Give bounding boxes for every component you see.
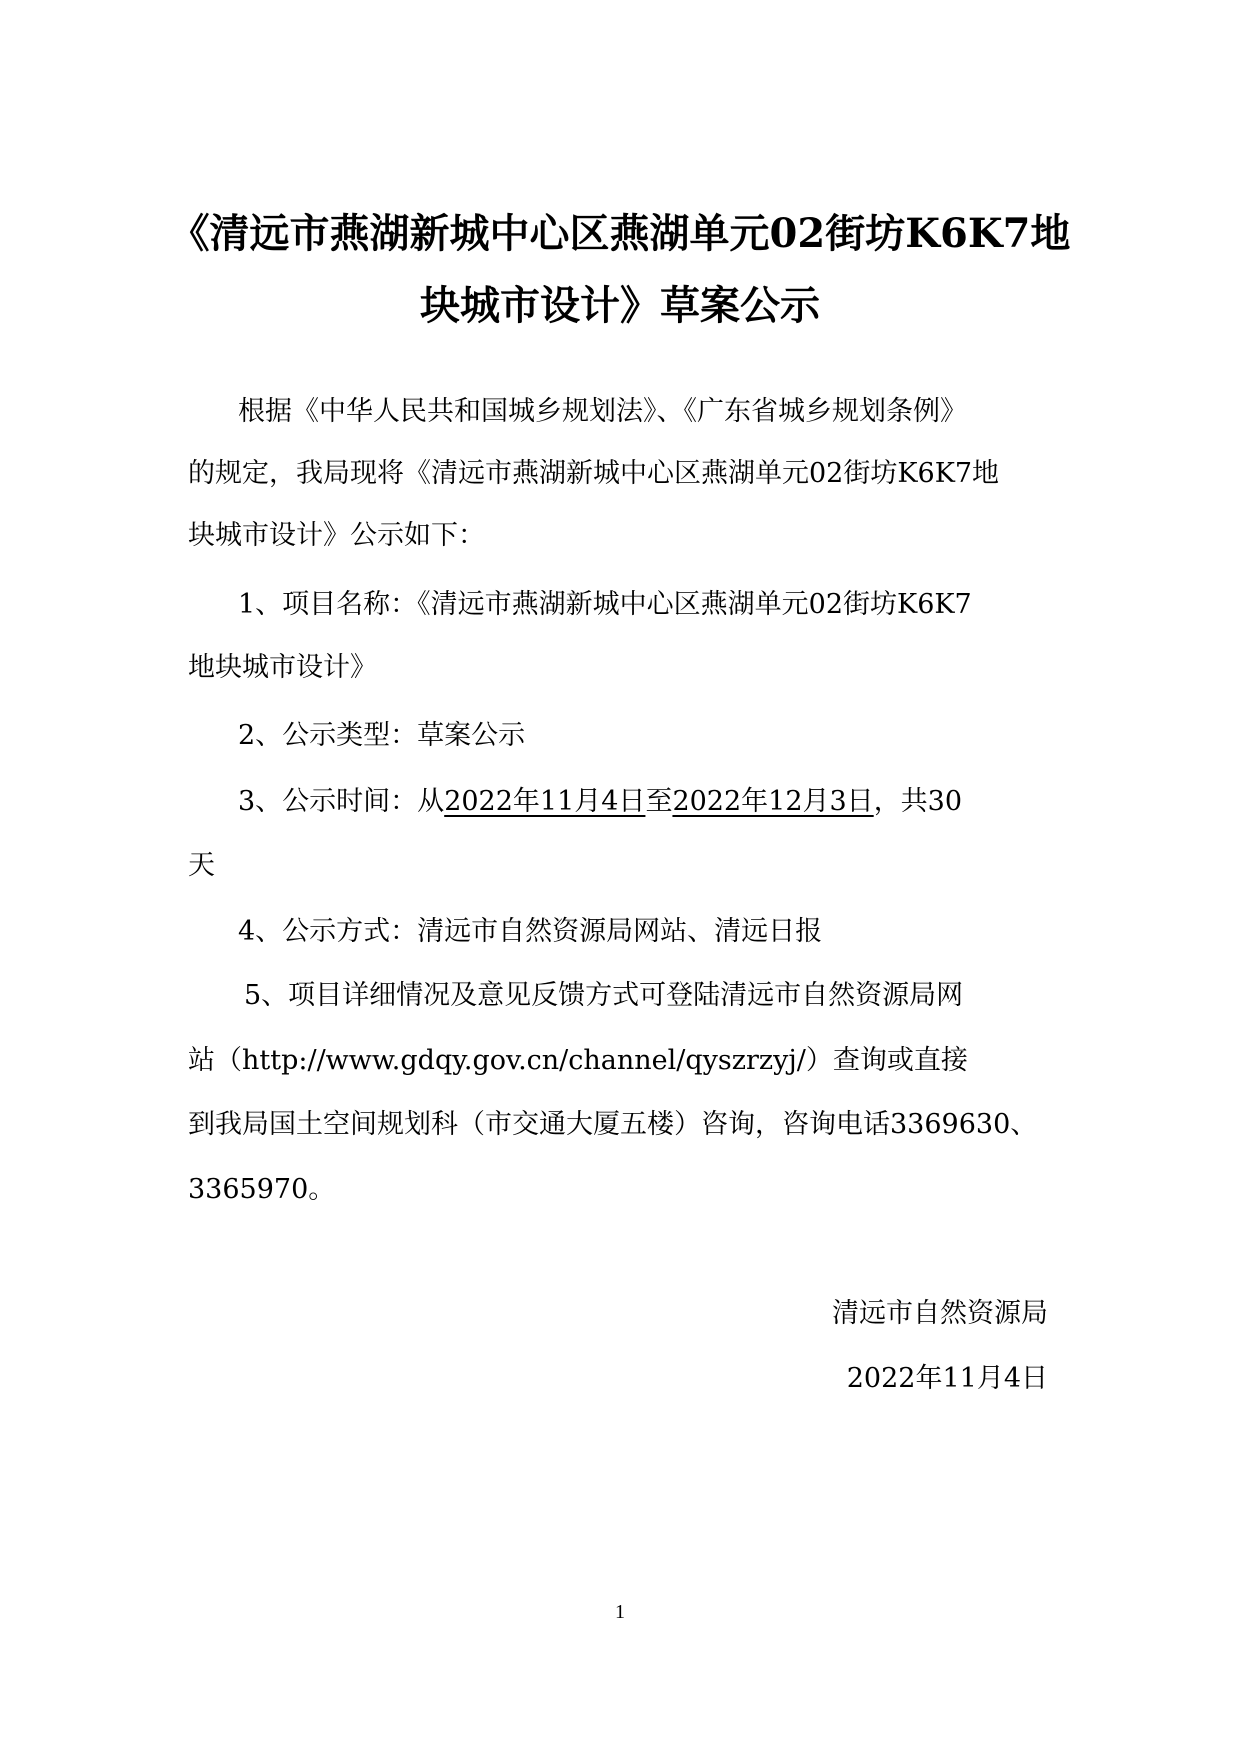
page-number: 1 (615, 1601, 625, 1623)
item-3-to: 至 (645, 786, 673, 817)
intro-line-3: 块城市设计》公示如下： (188, 520, 485, 551)
item-1-line-1: 1、项目名称：《清远市燕湖新城中心区燕湖单元02街坊K6K7 (238, 589, 972, 620)
item-5-line-4: 3365970。 (188, 1174, 336, 1205)
item-4-line-1: 4、公示方式：清远市自然资源局网站、清远日报 (238, 916, 823, 947)
item-5-line-1: 5、项目详细情况及意见反馈方式可登陆清远市自然资源局网 (244, 980, 964, 1011)
item-3-line-1 (238, 784, 962, 820)
start-date: 2022年11月4日 (444, 786, 646, 817)
title-line-1: 《清远市燕湖新城中心区燕湖单元02街坊K6K7地 (169, 210, 1071, 257)
intro-line-2: 的规定，我局现将《清远市燕湖新城中心区燕湖单元02街坊K6K7地 (188, 458, 1000, 489)
item-1-line-2: 地块城市设计》 (188, 652, 377, 683)
title-line-2: 块城市设计》草案公示 (420, 282, 820, 329)
intro-line-1: 根据《中华人民共和国城乡规划法》、《广东省城乡规划条例》 (238, 396, 967, 427)
item-3-prefix: 3、公示时间：从 (238, 786, 445, 817)
signature-date: 2022年11月4日 (846, 1363, 1048, 1394)
item-3-line-2: 天 (188, 850, 215, 881)
item-3-suffix: ，共30 (873, 786, 963, 817)
signature-org: 清远市自然资源局 (832, 1298, 1048, 1329)
item-5-line-3: 到我局国土空间规划科（市交通大厦五楼）咨询，咨询电话3369630、 (188, 1109, 1038, 1140)
item-5-line-2: 站（http://www.gdqy.gov.cn/channel/qyszrzyj/）查询或直接 (188, 1045, 968, 1076)
item-2-line-1: 2、公示类型：草案公示 (238, 720, 526, 751)
end-date: 2022年12月3日 (672, 786, 874, 817)
